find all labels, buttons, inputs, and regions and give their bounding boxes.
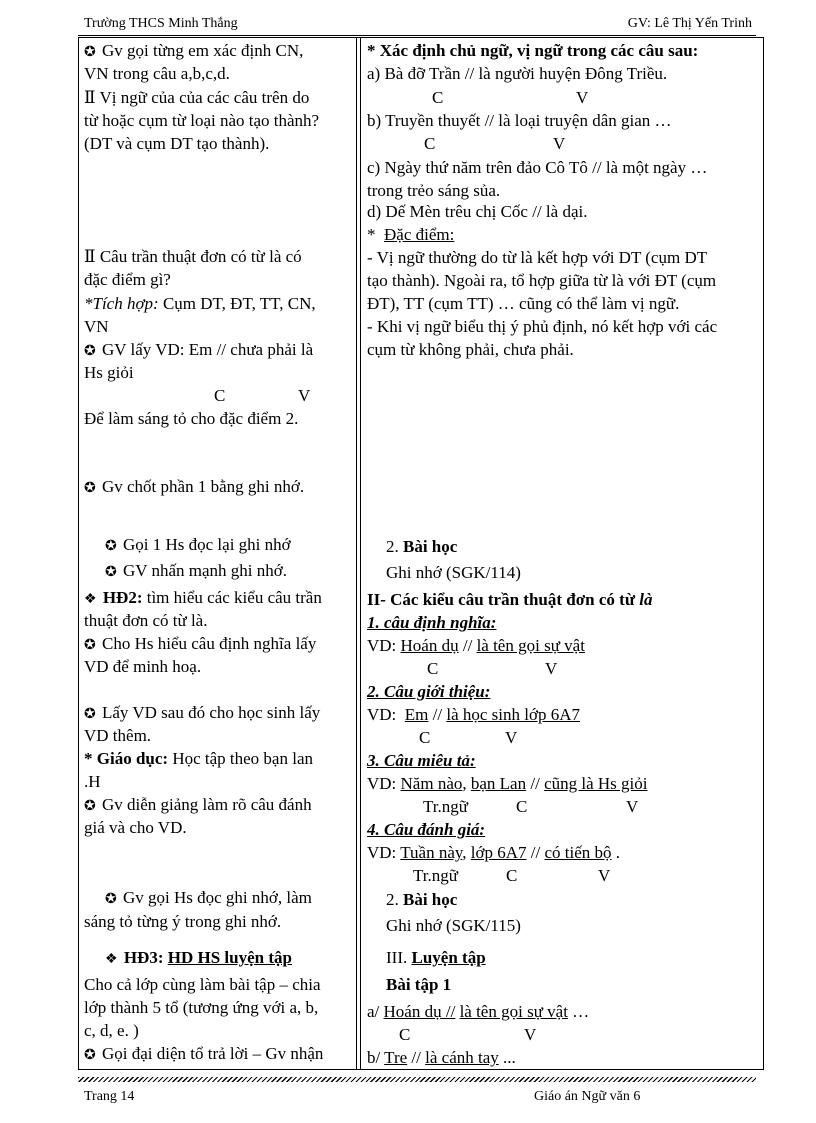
teacher-activity-line: giá và cho VD.	[84, 818, 187, 837]
subject-marker: C	[427, 659, 439, 678]
predicate-marker: V	[576, 88, 589, 107]
example-sentence: b) Truyền thuyết // là loại truyện dân gian …	[367, 111, 672, 130]
roman-numeral-icon: Ⅱ	[84, 88, 96, 107]
subject-marker: C	[516, 797, 528, 816]
teacher-activity-line: ✪ Gv gọi từng em xác định CN,	[84, 41, 304, 60]
lesson-heading: 2. Bài học	[386, 537, 458, 556]
star-bullet-icon: ✪	[84, 45, 96, 60]
feature-line: tạo thành). Ngoài ra, tổ hợp giữa từ là với ĐT (cụm	[367, 271, 717, 290]
star-bullet-icon: ✪	[105, 892, 117, 907]
teacher-activity-line: Ⅱ Vị ngữ của của các câu trên do	[84, 88, 310, 107]
sentence-type-heading: 2. Câu giới thiệu:	[367, 682, 491, 701]
lesson-heading: 2. Bài học	[386, 890, 458, 909]
predicate-marker: V	[598, 866, 611, 885]
feature-line: - Khi vị ngữ biểu thị ý phủ định, nó kết hợp với các	[367, 317, 718, 336]
teacher-activity-line: ✪ Gọi 1 Hs đọc lại ghi nhớ	[105, 535, 291, 554]
star-bullet-icon: ✪	[105, 565, 117, 580]
example-sentence: VD: Tuần này, lớp 6A7 // có tiến bộ .	[367, 843, 621, 862]
teacher-activity-line: từ hoặc cụm từ loại nào tạo thành?	[84, 111, 320, 130]
teacher-activity-line: VD để minh hoạ.	[84, 657, 202, 676]
subject-marker: C	[419, 728, 431, 747]
header-teacher: GV: Lê Thị Yến Trinh	[627, 16, 752, 31]
predicate-marker: V	[626, 797, 639, 816]
teacher-activity-line: .H	[84, 772, 101, 791]
star-bullet-icon: ✪	[84, 481, 96, 496]
teacher-activity-line: VD thêm.	[84, 726, 152, 745]
integration-line: *Tích hợp: Cụm DT, ĐT, TT, CN,	[84, 294, 316, 313]
subject-marker: C	[214, 386, 226, 405]
teacher-activity-line: ✪ Cho Hs hiểu câu định nghĩa lấy	[84, 634, 317, 653]
teacher-activity-line: Để làm sáng tỏ cho đặc điểm 2.	[84, 409, 299, 428]
footer-page-number: Trang 14	[84, 1089, 135, 1104]
teacher-activity-line: VN trong câu a,b,c,d.	[84, 64, 230, 83]
activity-heading: ❖ HĐ3: HD HS luyện tập	[105, 948, 292, 967]
example-sentence: d) Dế Mèn trêu chị Cốc // là dại.	[367, 202, 588, 221]
teacher-activity-line: đặc điểm gì?	[84, 270, 171, 289]
teacher-activity-line: ✪ Gọi đại diện tổ trả lời – Gv nhận	[84, 1044, 324, 1063]
adverbial-marker: Tr.ngữ	[413, 866, 458, 885]
teacher-activity-line: c, d, e. )	[84, 1021, 139, 1040]
subject-marker: C	[506, 866, 518, 885]
teacher-activity-line: ✪ Gv gọi Hs đọc ghi nhớ, làm	[105, 888, 312, 907]
star-bullet-icon: ✪	[84, 799, 96, 814]
example-sentence: VD: Hoán dụ // là tên gọi sự vật	[367, 636, 585, 655]
exercise-line: b/ Tre // là cánh tay ...	[367, 1048, 516, 1067]
example-sentence: VD: Em // là học sinh lớp 6A7	[367, 705, 580, 724]
example-sentence: c) Ngày thứ năm trên đảo Cô Tô // là một ngày …	[367, 158, 708, 177]
adverbial-marker: Tr.ngữ	[423, 797, 468, 816]
teacher-activity-line: Cho cả lớp cùng làm bài tập – chia	[84, 975, 321, 994]
star-bullet-icon: ✪	[105, 539, 117, 554]
subject-marker: C	[399, 1025, 411, 1044]
star-bullet-icon: ✪	[84, 707, 96, 722]
memo-reference: Ghi nhớ (SGK/114)	[386, 563, 521, 582]
header-divider	[78, 35, 756, 36]
subject-marker: C	[424, 134, 436, 153]
exercise-title: * Xác định chủ ngữ, vị ngữ trong các câu sau:	[367, 41, 699, 60]
teacher-activity-line: (DT và cụm DT tạo thành).	[84, 134, 270, 153]
feature-line: - Vị ngữ thường do từ là kết hợp với DT (cụm DT	[367, 248, 708, 267]
sentence-type-heading: 3. Câu miêu tả:	[367, 751, 476, 770]
activity-heading: ❖ HĐ2: tìm hiểu các kiểu câu trần	[84, 588, 322, 607]
predicate-marker: V	[505, 728, 518, 747]
roman-numeral-icon: Ⅱ	[84, 247, 96, 266]
exercise-number: Bài tập 1	[386, 975, 452, 994]
teacher-activity-line: ✪ GV lấy VD: Em // chưa phải là	[84, 340, 314, 359]
teacher-activity-line: Hs giỏi	[84, 363, 134, 382]
teacher-activity-line: ✪ Lấy VD sau đó cho học sinh lấy	[84, 703, 321, 722]
features-heading: * Đặc điểm:	[367, 225, 455, 244]
teacher-activity-line: ✪ Gv chốt phần 1 bằng ghi nhớ.	[84, 477, 305, 496]
feature-line: cụm từ không phải, chưa phải.	[367, 340, 574, 359]
teacher-activity-line: VN	[84, 317, 109, 336]
subject-marker: C	[432, 88, 444, 107]
practice-heading: III. Luyện tập	[386, 948, 486, 967]
star-bullet-icon: ✪	[84, 638, 96, 653]
teacher-activity-line: lớp thành 5 tổ (tương ứng với a, b,	[84, 998, 319, 1017]
sentence-type-heading: 1. câu định nghĩa:	[367, 613, 497, 632]
diamond-bullet-icon: ❖	[84, 592, 97, 607]
section-heading: II- Các kiểu câu trần thuật đơn có từ là	[367, 590, 653, 609]
teacher-activity-line: Ⅱ Câu trần thuật đơn có từ là có	[84, 247, 302, 266]
sentence-type-heading: 4. Câu đánh giá:	[367, 820, 486, 839]
footer-divider	[78, 1077, 756, 1082]
example-sentence: trong trẻo sáng sủa.	[367, 181, 501, 200]
example-sentence: a) Bà đỡ Trần // là người huyện Đông Triều.	[367, 64, 668, 83]
example-sentence: VD: Năm nào, bạn Lan // cũng là Hs giỏi	[367, 774, 648, 793]
teacher-activity-line: ✪ Gv diễn giảng làm rõ câu đánh	[84, 795, 312, 814]
diamond-bullet-icon: ❖	[105, 952, 118, 967]
teacher-activity-line: ✪ GV nhấn mạnh ghi nhớ.	[105, 561, 288, 580]
exercise-line: a/ Hoán dụ // là tên gọi sự vật …	[367, 1002, 590, 1021]
predicate-marker: V	[298, 386, 311, 405]
memo-reference: Ghi nhớ (SGK/115)	[386, 916, 521, 935]
teacher-activity-line: sáng tỏ từng ý trong ghi nhớ.	[84, 912, 282, 931]
predicate-marker: V	[545, 659, 558, 678]
star-bullet-icon: ✪	[84, 344, 96, 359]
footer-title: Giáo án Ngữ văn 6	[534, 1089, 641, 1104]
predicate-marker: V	[553, 134, 566, 153]
feature-line: ĐT), TT (cụm TT) … cũng có thể làm vị ngữ.	[367, 294, 680, 313]
header-school: Trường THCS Minh Thắng	[84, 16, 238, 31]
education-line: * Giáo dục: Học tập theo bạn lan	[84, 749, 313, 768]
predicate-marker: V	[524, 1025, 537, 1044]
star-bullet-icon: ✪	[84, 1048, 96, 1063]
teacher-activity-line: thuật đơn có từ là.	[84, 611, 208, 630]
